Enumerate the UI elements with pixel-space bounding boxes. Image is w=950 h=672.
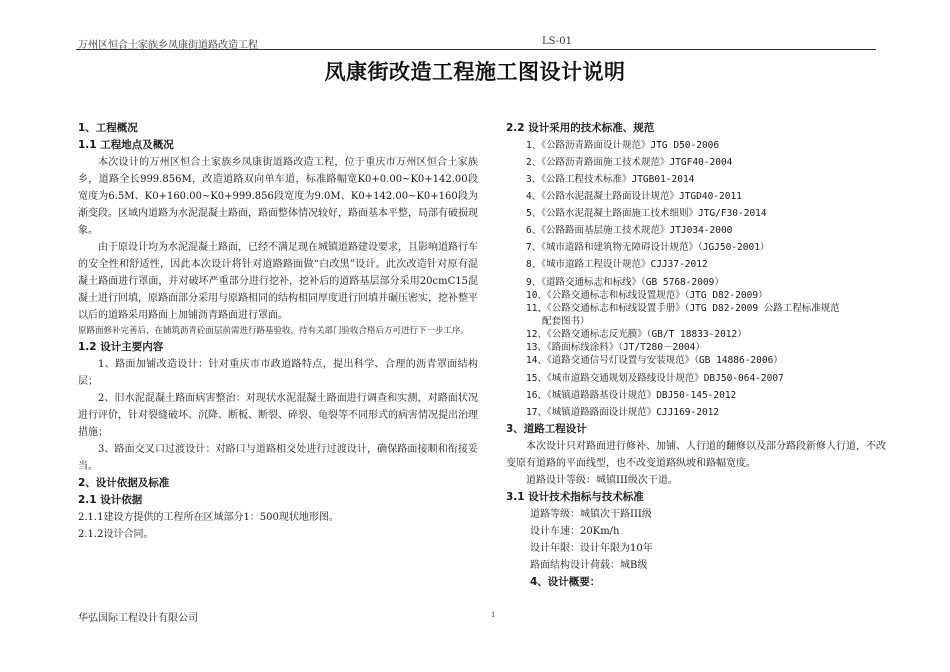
tech-spec-item: 设计车速：20Km/h: [530, 526, 620, 537]
tech-spec-item: 道路等级：城镇次干路III级: [530, 509, 652, 520]
paragraph-overview: 本次设计的万州区恒合土家族乡凤康街道路改造工程，位于重庆市万州区恒合土家族乡，道路全长999.856M，改造道路双向单车道，标准路幅宽K0+0.00~K0+142.00段宽度为6.5M、K0+160.00~K0+999.856段宽度为9.0M、K0+142.00~K0+160段为渐变段。区域内道路为水泥混凝土路面，路面整体情况较好，路面基本平整，局部有破损现象。: [78, 157, 478, 236]
standard-item: 1、《公路沥青路面设计规范》JTG D50-2006: [526, 140, 720, 151]
section-2-1-heading: 2.1 设计依据: [78, 494, 143, 506]
standard-item: 5、《公路水泥混凝土路面施工技术细则》JTG/F30-2014: [526, 208, 767, 219]
standard-item: 6、《公路路面基层施工技术规范》JTJ034-2000: [526, 225, 733, 236]
standard-item: 13、《路面标线涂料》（JT/T280－2004）: [526, 342, 705, 353]
header-divider: [76, 49, 876, 50]
header-drawing-number: LS-01: [542, 36, 572, 47]
page-title: 凤康街改造工程施工图设计说明: [324, 60, 626, 84]
paragraph-content-3: 3、路面交叉口过渡设计：对路口与道路相交处进行过渡设计，确保路面接顺和衔接妥当。: [78, 444, 478, 472]
header-project-name: 万州区恒合土家族乡凤康街道路改造工程: [78, 40, 258, 51]
paragraph-road-grade: 道路设计等级：城镇III级次干道。: [526, 475, 678, 486]
standard-item: 10、《公路交通标志和标线设置规范》（JTG D82-2009）: [526, 290, 768, 301]
design-basis-1: 2.1.1建设方提供的工程所在区域部分1：500现状地形图。: [78, 512, 339, 523]
paragraph-content-1: 1、路面加铺改造设计：针对重庆市市政道路特点，提出科学、合理的沥青罩面结构层；: [78, 359, 478, 387]
standard-item: 11、《公路交通标志和标线设置手册》（JTG D82-2009 公路工程标准规范: [526, 303, 840, 314]
standard-item: 12、《公路交通标志反光膜》（GB/T 18833-2012）: [526, 329, 747, 340]
tech-spec-item: 路面结构设计荷载：城B级: [530, 560, 648, 571]
standard-item: 8、《城市道路工程设计规范》CJJ37-2012: [526, 259, 708, 270]
paragraph-road-design: 本次设计只对路面进行修补、加铺、人行道的翻修以及部分路段新修人行道，不改变原有道路的平面线型，也不改变道路纵坡和路幅宽度。: [506, 441, 886, 469]
footer-company: 华弘国际工程设计有限公司: [78, 613, 198, 624]
standard-item: 4、《公路水泥混凝土路面设计规范》JTGD40-2011: [526, 191, 742, 202]
standard-item: 7、《城市道路和建筑物无障碍设计规范》（JGJ50-2001）: [526, 242, 770, 253]
paragraph-acceptance-note: 原路面修补完善后，在铺筑沥青砼面层前需进行路基验收，待有关部门验收合格后方可进行下一步工序。: [78, 326, 470, 336]
section-1-1-heading: 1.1 工程地点及概况: [78, 139, 174, 151]
section-2-heading: 2、设计依据及标准: [78, 477, 170, 489]
standard-item: 2、《公路沥青路面施工技术规范》JTGF40-2004: [526, 157, 733, 168]
standard-item: 14、《道路交通信号灯设置与安装规范》（GB 14886-2006）: [526, 355, 783, 366]
paragraph-content-2: 2、旧水泥混凝土路面病害整治：对现状水泥混凝土路面进行调查和实测，对路面状况进行评价，针对裂缝破坏、沉降、断板、断裂、碎裂、龟裂等不同形式的病害情况提出治理措施；: [78, 393, 478, 438]
page-number: 1: [491, 611, 496, 619]
section-3-1-heading: 3.1 设计技术指标与技术标准: [506, 491, 644, 503]
standard-item: 3、《公路工程技术标准》JTGB01-2014: [526, 174, 695, 185]
paragraph-design-rationale: 由于原设计均为水泥混凝土路面，已经不满足现在城镇道路建设要求，且影响道路行车的安全性和舒适性，因此本次设计将针对道路路面做“白改黑”设计。此次改造针对原有混凝土路面进行罩面，并对破坏严重部分进行挖补，挖补后的道路基层部分采用20cmC15混凝土进行回填，原路面部分采用与原路相同的结构相同厚度进行回填并碾压密实，挖补整平以后的道路采用路面上加铺沥青路面进行罩面。: [78, 242, 478, 321]
standard-item-continuation: 配套图书）: [542, 316, 590, 327]
section-1-2-heading: 1.2 设计主要内容: [78, 341, 164, 353]
section-4-heading: 4、设计概要：: [530, 576, 601, 588]
standard-item: 15、《城市道路交通规划及路线设计规范》DBJ50-064-2007: [526, 373, 784, 384]
tech-spec-item: 设计年限：设计年限为10年: [530, 543, 653, 554]
section-3-heading: 3、道路工程设计: [506, 423, 587, 435]
standard-item: 16、《城镇道路路基设计规范》DBJ50-145-2012: [526, 390, 737, 401]
standard-item: 9、《道路交通标志和标线》（GB 5768-2009）: [526, 277, 724, 288]
design-basis-2: 2.1.2设计合同。: [78, 529, 154, 540]
right-column: [506, 120, 886, 591]
standard-item: 17、《城镇道路路面设计规范》CJJ169-2012: [526, 407, 720, 418]
left-column: [78, 120, 478, 543]
section-1-heading: 1、工程概况: [78, 122, 138, 134]
section-2-2-heading: 2.2 设计采用的技术标准、规范: [506, 122, 655, 134]
